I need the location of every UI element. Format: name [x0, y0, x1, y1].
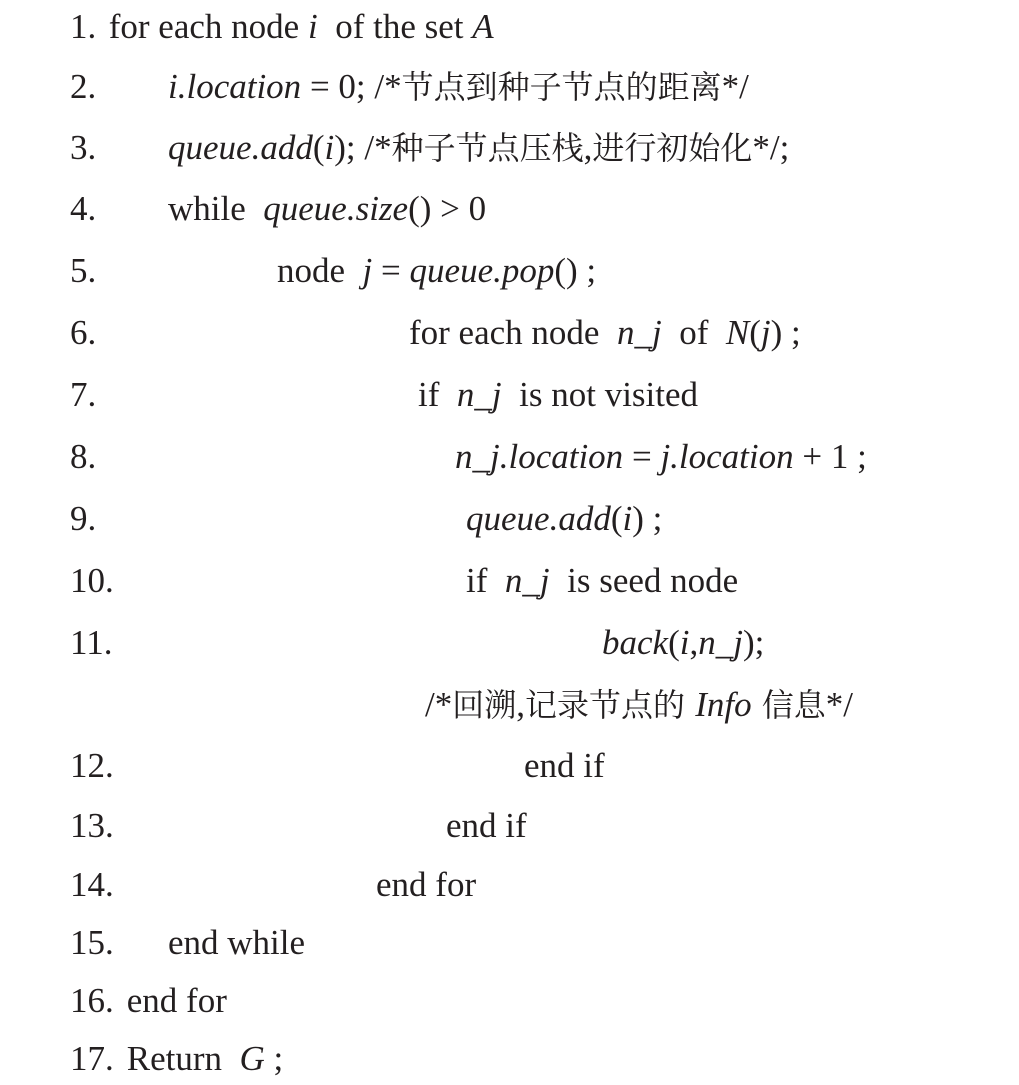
code-token: ( — [312, 128, 325, 167]
line-number: 10. — [70, 561, 114, 600]
line-code — [100, 2, 494, 52]
code-token: ) ; — [632, 499, 663, 538]
line-number: 9. — [70, 499, 97, 538]
line-number: 5. — [70, 251, 97, 290]
code-token: queue.pop — [409, 251, 555, 290]
code-line — [0, 370, 1019, 420]
code-token: Return — [118, 1039, 240, 1078]
code-token: for each node — [100, 7, 308, 46]
line-code — [376, 860, 476, 910]
code-token: 信息 — [751, 686, 826, 724]
line-code — [446, 801, 527, 851]
code-token: , — [689, 623, 699, 662]
code-token: , — [516, 685, 525, 724]
code-line — [0, 184, 1019, 234]
code-token: end for — [376, 865, 477, 904]
code-token: queue.add — [168, 128, 313, 167]
code-token: n_j — [456, 375, 502, 414]
code-token: j.location — [660, 437, 794, 476]
line-code — [602, 618, 764, 668]
code-token: ; — [264, 1039, 284, 1078]
code-token: i — [679, 623, 690, 662]
code-token: if — [418, 375, 457, 414]
line-number: 6. — [70, 313, 97, 352]
code-token: = — [372, 251, 410, 290]
code-token: ); /* — [334, 128, 392, 167]
code-token: ); — [742, 623, 765, 662]
line-number: 7. — [70, 375, 97, 414]
code-token: 记录节点的 — [525, 686, 696, 724]
code-token: ( — [610, 499, 623, 538]
code-token: node — [277, 251, 363, 290]
code-line — [0, 741, 1019, 791]
code-token: , — [583, 128, 593, 167]
line-number: 1. — [70, 7, 97, 46]
code-token: + 1 ; — [793, 437, 867, 476]
code-token: A — [472, 7, 494, 46]
line-number: 4. — [70, 189, 97, 228]
code-token: queue.add — [466, 499, 611, 538]
code-token: = — [623, 437, 661, 476]
code-token: while — [168, 189, 264, 228]
code-token: of the set — [317, 7, 473, 46]
code-line — [0, 976, 1019, 1026]
code-token: 节点到种子节点的距离 — [401, 68, 722, 106]
line-code — [168, 62, 749, 112]
code-token: G — [239, 1039, 265, 1078]
code-token: i — [324, 128, 335, 167]
line-code — [524, 741, 605, 791]
code-token: n_j.location — [455, 437, 624, 476]
line-code — [277, 246, 596, 296]
code-token: /* — [425, 685, 453, 724]
code-token: is not visited — [501, 375, 699, 414]
code-line — [0, 123, 1019, 173]
line-code — [409, 308, 801, 358]
code-token: 回溯 — [452, 686, 517, 724]
code-line — [0, 618, 1019, 668]
line-number: 14. — [70, 865, 114, 904]
code-line — [0, 62, 1019, 112]
code-token: */ — [721, 67, 749, 106]
code-line — [0, 918, 1019, 968]
line-number: 12. — [70, 746, 114, 785]
code-token: j — [362, 251, 373, 290]
code-token: i — [622, 499, 633, 538]
code-token: for each node — [409, 313, 617, 352]
line-code — [168, 123, 789, 173]
code-token: */; — [752, 128, 790, 167]
code-token: of — [661, 313, 726, 352]
code-token: ( — [668, 623, 680, 662]
line-code — [418, 370, 698, 420]
line-number: 13. — [70, 806, 114, 845]
line-code — [466, 494, 662, 544]
code-line — [0, 432, 1019, 482]
code-token: n_j — [698, 623, 743, 662]
line-number: 16. — [70, 981, 114, 1020]
line-code — [118, 1034, 283, 1084]
line-number: 3. — [70, 128, 97, 167]
code-line — [0, 801, 1019, 851]
code-token: end if — [524, 746, 605, 785]
line-number: 17. — [70, 1039, 114, 1078]
code-token: ) ; — [770, 313, 801, 352]
code-token: end if — [446, 806, 527, 845]
code-line — [0, 246, 1019, 296]
code-token: n_j — [504, 561, 550, 600]
code-token: 进行初始化 — [592, 129, 753, 167]
code-token: end while — [168, 923, 306, 962]
line-code — [425, 680, 853, 730]
code-line — [0, 494, 1019, 544]
code-token: queue.size — [263, 189, 409, 228]
line-number: 15. — [70, 923, 114, 962]
code-token: j — [760, 313, 771, 352]
code-line — [0, 860, 1019, 910]
line-code — [168, 918, 305, 968]
code-token: 种子节点压栈 — [391, 129, 584, 167]
code-token: () > 0 — [408, 189, 487, 228]
code-line — [0, 1034, 1019, 1084]
line-number: 2. — [70, 67, 97, 106]
code-token: back — [602, 623, 669, 662]
code-token: if — [466, 561, 505, 600]
line-code — [118, 976, 227, 1026]
code-token: i.location — [168, 67, 302, 106]
code-token: end for — [118, 981, 227, 1020]
code-line — [0, 680, 1019, 730]
code-token: Info — [695, 685, 752, 724]
code-token: i — [307, 7, 318, 46]
code-line — [0, 308, 1019, 358]
code-token: */ — [825, 685, 853, 724]
code-line — [0, 2, 1019, 52]
code-token: n_j — [616, 313, 662, 352]
line-code — [168, 184, 486, 234]
line-code — [455, 432, 867, 482]
code-line — [0, 556, 1019, 606]
line-number: 8. — [70, 437, 97, 476]
line-code — [466, 556, 738, 606]
code-token: = 0; /* — [301, 67, 402, 106]
code-token: ( — [749, 313, 761, 352]
code-token: N — [725, 313, 750, 352]
line-number: 11. — [70, 623, 113, 662]
code-token: () ; — [554, 251, 597, 290]
code-token: is seed node — [549, 561, 739, 600]
